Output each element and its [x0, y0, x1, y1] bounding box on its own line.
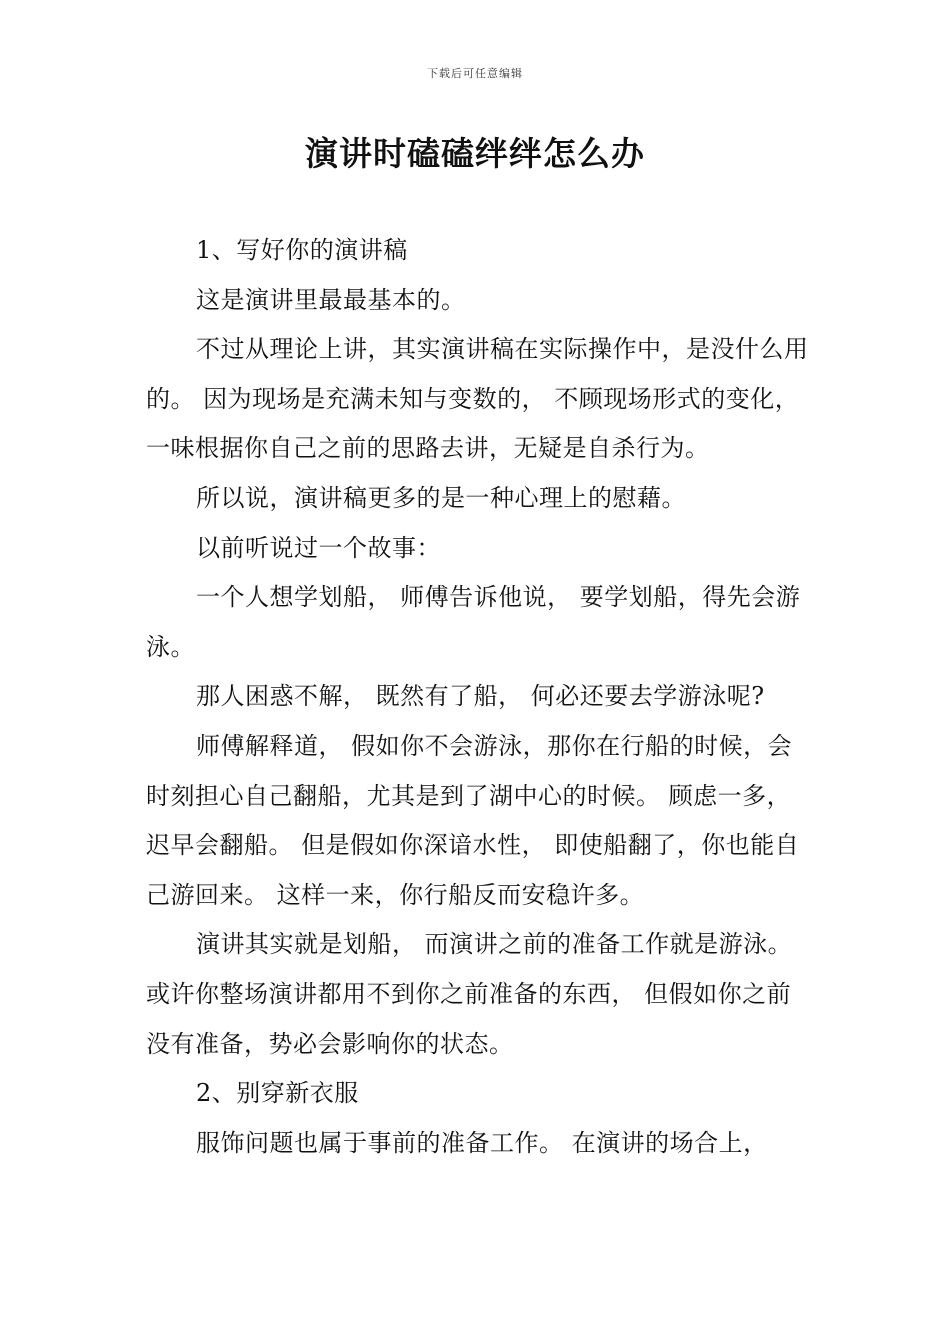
paragraph: 演讲其实就是划船， 而演讲之前的准备工作就是游泳。 或许你整场演讲都用不到你之前准备的东西， 但假如你之前没有准备，势必会影响你的状态。 — [146, 930, 801, 1058]
page-title: 演讲时磕磕绊绊怎么办 — [305, 134, 645, 173]
paragraph: 1、写好你的演讲稿 — [196, 236, 408, 264]
paragraph: 那人困惑不解， 既然有了船， 何必还要去学游泳呢? — [196, 682, 765, 711]
paragraph: 以前听说过一个故事： — [196, 533, 441, 562]
paragraph: 这是演讲里最最基本的。 — [196, 285, 466, 314]
paragraph: 服饰问题也属于事前的准备工作。 在演讲的场合上， — [196, 1128, 768, 1157]
paragraph: 一个人想学划船， 师傅告诉他说， 要学划船，得先会游泳。 — [146, 583, 801, 661]
document-body — [146, 226, 810, 1168]
paragraph: 所以说，演讲稿更多的是一种心理上的慰藉。 — [196, 483, 686, 512]
paragraph: 2、别穿新衣服 — [196, 1079, 359, 1108]
header-note: 下载后可任意编辑 — [427, 67, 523, 80]
paragraph: 师傅解释道， 假如你不会游泳，那你在行船的时候，会时刻担心自己翻船，尤其是到了湖中心的时候。 顾虑一多，迟早会翻船。 但是假如你深谙水性， 即使船翻了，你也能自己游回来。 这样一来，你行船反而安稳许多。 — [146, 731, 800, 909]
paragraph: 不过从理论上讲，其实演讲稿在实际操作中，是没什么用的。 因为现场是充满未知与变数的， 不顾现场形式的变化，一味根据你自己之前的思路去讲，无疑是自杀行为。 — [146, 335, 809, 463]
